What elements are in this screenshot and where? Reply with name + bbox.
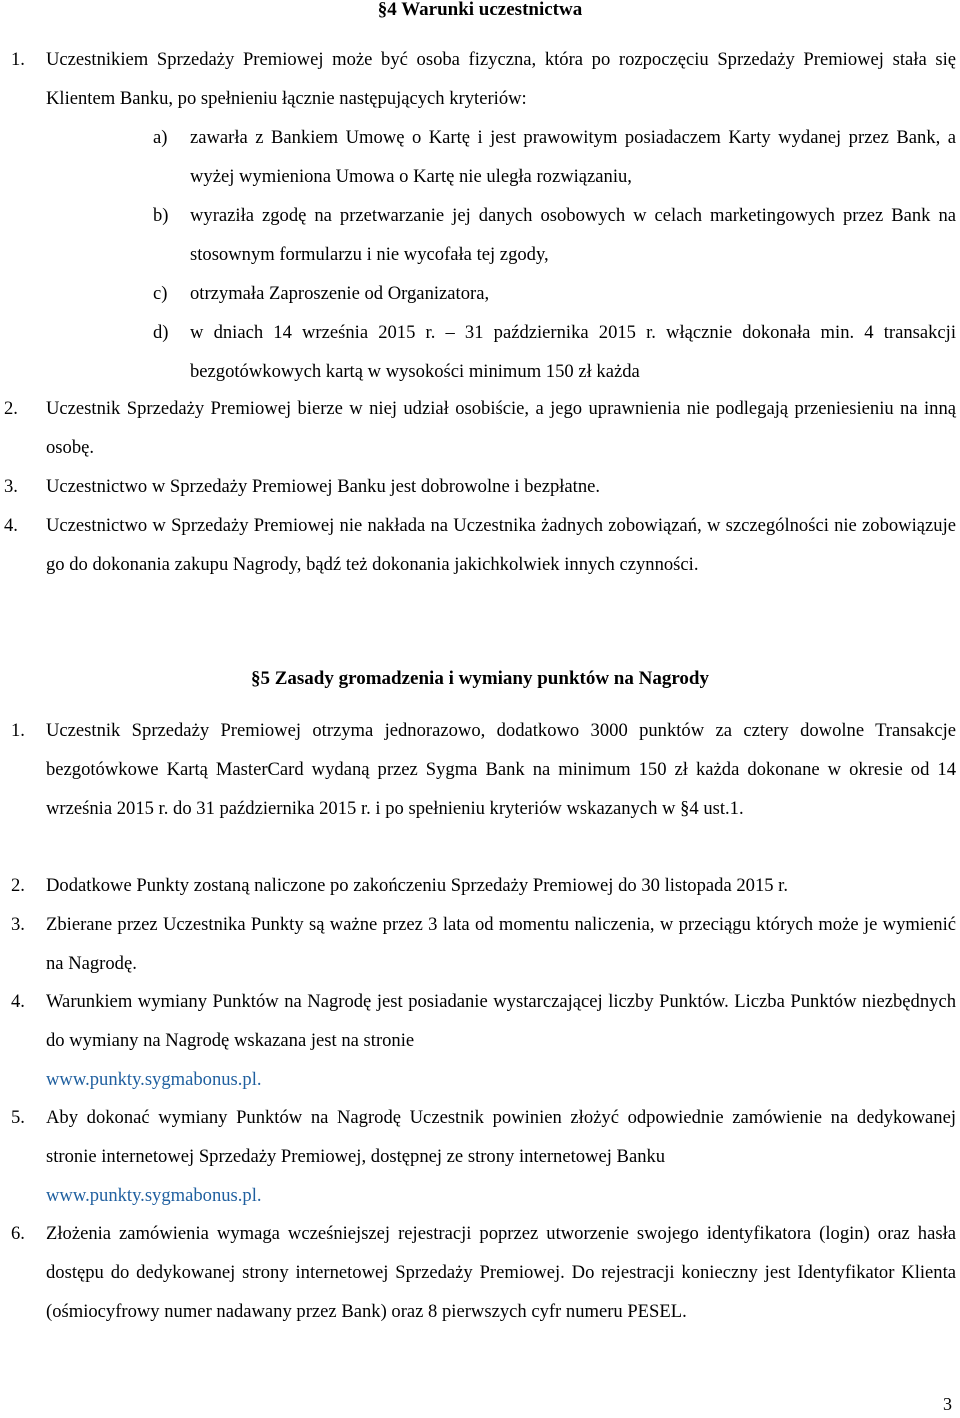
- section-4-item-2: [0, 389, 960, 467]
- section-5-item-5: [0, 1098, 960, 1215]
- item-text-block: [46, 1098, 956, 1215]
- item-text: Dodatkowe Punkty zostaną naliczone po zakończeniu Sprzedaży Premiowej do 30 listopada 2015 r.: [46, 875, 788, 896]
- item-text-block: [46, 982, 956, 1099]
- item-number: 3.: [11, 914, 25, 935]
- sub-text: zawarła z Bankiem Umowę o Kartę i jest prawowitym posiadaczem Karty wydanej przez Bank, a wyżej wymieniona Umowa o Kartę nie uległa rozwiązaniu,: [190, 127, 956, 187]
- sub-label: b): [153, 205, 169, 226]
- section-4-heading: §4 Warunki uczestnictwa: [377, 0, 583, 20]
- section-4-item-4: [0, 506, 960, 623]
- item-text: Uczestnikiem Sprzedaży Premiowej może być osoba fizyczna, która po rozpoczęciu Sprzedaży Premiowej stała się Klientem Banku, po spełnieniu łącznie następujących kryteriów:: [46, 49, 956, 109]
- section-5-item-3: [0, 905, 960, 983]
- item-text: Uczestnictwo w Sprzedaży Premiowej Banku jest dobrowolne i bezpłatne.: [46, 476, 601, 497]
- page-number: 3: [943, 1394, 952, 1414]
- section-5-item-4: [0, 982, 960, 1099]
- sub-label: a): [153, 127, 168, 148]
- section-4-item-1: [0, 40, 960, 118]
- section-5-item-2: [0, 866, 960, 905]
- item-number: 5.: [11, 1107, 25, 1128]
- item-text: Złożenia zamówienia wymaga wcześniejszej rejestracji poprzez utworzenie swojego identyfikatora (login) oraz hasła dostępu do dedykowanej strony internetowej Sprzedaży Premiowej. Do rejestracji konieczny jest Identyfikator Klienta (ośmiocyfrowy numer nadawany przez Bank) oraz 8 pierwszych cyfr numeru PESEL.: [46, 1223, 956, 1322]
- item-number: 4.: [11, 991, 25, 1012]
- punkty-link[interactable]: www.punkty.sygmabonus.pl.: [46, 1069, 262, 1090]
- section-4-item-3: [0, 467, 960, 506]
- item-number: 2.: [11, 875, 25, 896]
- sub-text: otrzymała Zaproszenie od Organizatora,: [190, 283, 490, 304]
- section-4-sub-d: [0, 313, 960, 391]
- section-4-sub-c: [0, 274, 960, 313]
- item-text: Uczestnik Sprzedaży Premiowej bierze w niej udział osobiście, a jego uprawnienia nie podlegają przeniesieniu na inną osobę.: [46, 398, 956, 458]
- item-number: 4.: [4, 515, 18, 536]
- sub-label: d): [153, 322, 169, 343]
- section-5-item-6: [0, 1214, 960, 1370]
- sub-text: w dniach 14 września 2015 r. – 31 października 2015 r. włącznie dokonała min. 4 transakcji bezgotówkowych kartą w wysokości minimum 150 zł każda: [190, 322, 956, 382]
- section-4-sub-b: [0, 196, 960, 274]
- item-text: Uczestnictwo w Sprzedaży Premiowej nie nakłada na Uczestnika żadnych zobowiązań, w szczególności nie zobowiązuje go do dokonania zakupu Nagrody, bądź też dokonania jakichkolwiek innych czynności.: [46, 515, 956, 575]
- item-number: 1.: [11, 720, 25, 741]
- section-5-item-1: [0, 711, 960, 867]
- item-number: 3.: [4, 476, 18, 497]
- item-number: 1.: [11, 49, 25, 70]
- section-5-heading: §5 Zasady gromadzenia i wymiany punktów na Nagrody: [250, 668, 709, 689]
- item-text: Aby dokonać wymiany Punktów na Nagrodę Uczestnik powinien złożyć odpowiednie zamówienie na dedykowanej stronie internetowej Sprzedaży Premiowej, dostępnej ze strony internetowej Banku: [46, 1107, 956, 1167]
- item-number: 2.: [4, 398, 18, 419]
- item-number: 6.: [11, 1223, 25, 1244]
- sub-text: wyraziła zgodę na przetwarzanie jej danych osobowych w celach marketingowych przez Bank na stosownym formularzu i nie wycofała tej zgody,: [190, 205, 956, 265]
- item-text: Zbierane przez Uczestnika Punkty są ważne przez 3 lata od momentu naliczenia, w przeciągu których może je wymienić na Nagrodę.: [46, 914, 956, 974]
- section-4-sub-a: [0, 118, 960, 196]
- punkty-link[interactable]: www.punkty.sygmabonus.pl.: [46, 1185, 262, 1206]
- item-text: Uczestnik Sprzedaży Premiowej otrzyma jednorazowo, dodatkowo 3000 punktów za cztery dowolne Transakcje bezgotówkowe Kartą MasterCard wydaną przez Sygma Bank na minimum 150 zł każda dokonane w okresie od 14 września 2015 r. do 31 października 2015 r. i po spełnieniu kryteriów wskazanych w §4 ust.1.: [46, 720, 956, 819]
- sub-label: c): [153, 283, 168, 304]
- item-text: Warunkiem wymiany Punktów na Nagrodę jest posiadanie wystarczającej liczby Punktów. Liczba Punktów niezbędnych do wymiany na Nagrodę wskazana jest na stronie: [46, 991, 956, 1051]
